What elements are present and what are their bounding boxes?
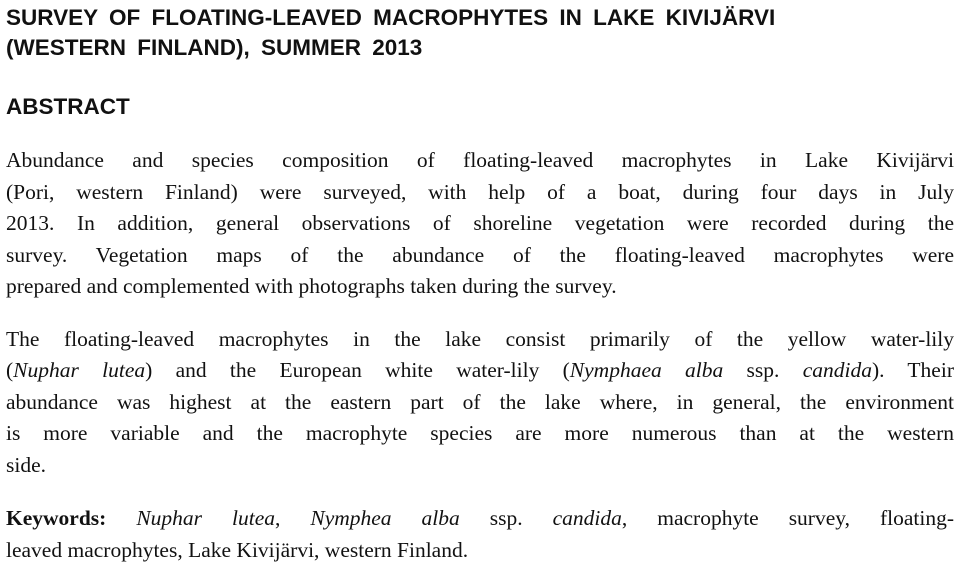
species-nuphar-lutea: Nuphar lutea [13,358,146,382]
paragraph-2-line: abundance was highest at the eastern part of the lake where, in general, the environment [6,389,954,414]
keyword-separator: , [275,506,311,530]
abstract-paragraph-1 [6,145,954,303]
paragraph-2-line [6,355,954,387]
keywords-line-1 [6,503,954,535]
keyword-candida: candida [552,506,622,530]
paragraph-2-text: ) and the European white water-lily ( [145,358,570,382]
title-line-1: SURVEY OF FLOATING-LEAVED MACROPHYTES IN LAKE KIVIJÄRVI [6,5,776,30]
keywords-label: Keywords: [6,506,107,530]
subspecies-candida: candida [802,358,872,382]
paragraph-2-text: ). Their [871,358,954,382]
ssp-text: ssp. [723,358,803,382]
keywords-line-2: leaved macrophytes, Lake Kivijärvi, western Finland. [6,537,469,562]
paragraph-2-line: The floating-leaved macrophytes in the lake consist primarily of the yellow water-lily [6,326,954,351]
keywords-paragraph [6,503,954,566]
paragraph-2-line: is more variable and the macrophyte species are more numerous than at the western [6,421,954,445]
paragraph-1-line: Abundance and species composition of floating-leaved macrophytes in Lake Kivijärvi [6,148,954,172]
paragraph-1-line: prepared and complemented with photographs taken during the survey. [6,274,617,298]
paren-open: ( [6,358,14,382]
keyword-rest: , macrophyte survey, floating- [621,506,955,530]
species-nymphaea-alba: Nymphaea alba [569,358,724,382]
paragraph-1-line: (Pori, western Finland) were surveyed, with help of a boat, during four days in July [6,179,954,204]
keyword-ssp: ssp. [459,506,553,530]
paragraph-1-line: survey. Vegetation maps of the abundance of the floating-leaved macrophytes were [6,242,954,267]
abstract-heading: ABSTRACT [6,94,130,119]
keyword-nymphea-alba: Nymphea alba [310,506,460,530]
title-line-2: (WESTERN FINLAND), SUMMER 2013 [6,35,423,60]
keyword-nuphar-lutea: Nuphar lutea [136,506,275,530]
paragraph-1-line: 2013. In addition, general observations of shoreline vegetation were recorded during the [6,211,954,235]
abstract-paragraph-2 [6,324,954,482]
paragraph-2-line: side. [6,452,47,477]
document-title [6,3,954,63]
